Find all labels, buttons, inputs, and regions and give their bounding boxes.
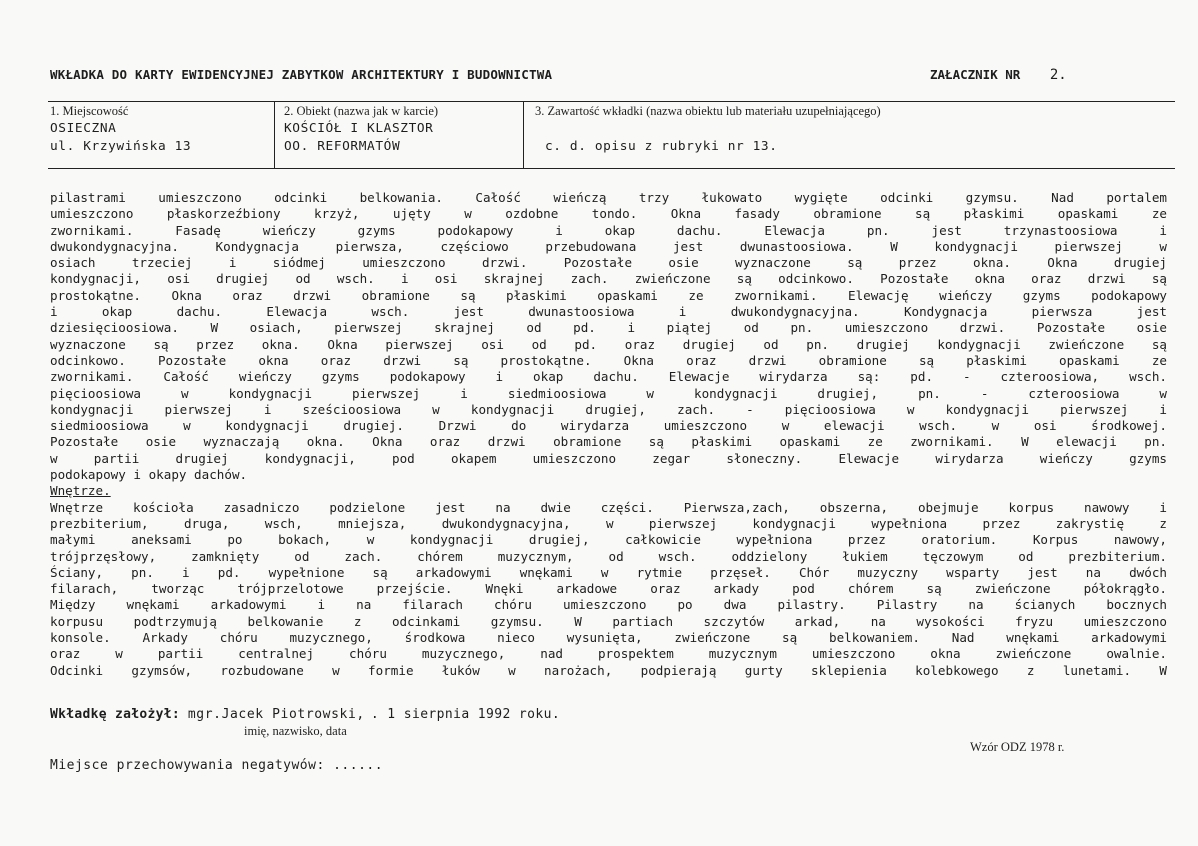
- text-line: w partii drugiej kondygnacji, pod okapem umieszczono zegar słoneczny. Elewacje wirydarza wieńczy gzyms: [50, 450, 1167, 466]
- author-label: Wkładkę założył:: [50, 707, 181, 722]
- author-caption: imię, nazwisko, data: [244, 724, 347, 738]
- field-object-heading: 2. Obiekt (nazwa jak w karcie): [284, 104, 439, 118]
- text-line: oraz w partii centralnej chóru muzycznego, nad prospektem muzycznym umieszczono okna zwieńczone owalnie.: [50, 646, 1167, 662]
- text-line: i okap dachu. Elewacja wsch. jest dwunastoosiowa i dwukondygnacyjna. Kondygnacja pierwsza jest: [50, 304, 1167, 320]
- field-locality-heading: 1. Miejscowość: [50, 104, 129, 118]
- text-line: zwornikami. Całość wieńczy gzyms podokapowy i okap dachu. Elewacje wirydarza są: pd. - czteroosiowa, wsch.: [50, 369, 1167, 385]
- text-line: Ściany, pn. i pd. wypełnione są arkadowymi wnękami w rytmie przęseł. Chór muzyczny wsparty jest na dwóch: [50, 564, 1167, 580]
- field-object-value-1: KOŚCIÓŁ I KLASZTOR: [284, 121, 434, 136]
- table-divider-2: [523, 102, 524, 169]
- text-line: kondygnacji pierwszej i sześcioosiowa w kondygnacji drugiej, zach. - pięcioosiowa w kondygnacji pierwszej i: [50, 401, 1167, 417]
- form-title: WKŁADKA DO KARTY EWIDENCYJNEJ ZABYTKOW ARCHITEKTURY I BUDOWNICTWA: [50, 67, 553, 82]
- text-line: osiach trzeciej i siódmej umieszczono drzwi. Pozostałe osie wyznaczone są przez okna. Okna drugiej: [50, 255, 1167, 271]
- text-line: prostokątne. Okna oraz drzwi obramione są płaskimi opaskami ze zwornikami. Elewację wieńczy gzyms podokapowy: [50, 287, 1167, 303]
- text-line: konsole. Arkady chóru muzycznego, środkowa nieco wysunięta, zwieńczone są belkowaniem. Nad wnękami arkadowymi: [50, 630, 1167, 646]
- text-line: dziesięcioosiowa. W osiach, pierwszej skrajnej od pd. i piątej od pn. umieszczono drzwi. Pozostałe osie: [50, 320, 1167, 336]
- text-line: siedmioosiowa w kondygnacji drugiej. Drzwi do wirydarza umieszczono w elewacji wsch. w osi środkowej.: [50, 418, 1167, 434]
- text-line: prezbiterium, druga, wsch, mniejsza, dwukondygnacyjna, w pierwszej kondygnacji wypełniona przez zakrystię z: [50, 515, 1167, 531]
- text-line: korpusu podtrzymują belkowanie z odcinkami gzymsu. W partiach szczytów arkad, na wysokości fryzu umieszczono: [50, 613, 1167, 629]
- text-line: zwornikami. Fasadę wieńczy gzyms podokapowy i okap dachu. Elewacja pn. jest trzynastoosiowa i: [50, 222, 1167, 238]
- field-locality-value: OSIECZNA: [50, 121, 117, 136]
- text-line: Odcinki gzymsów, rozbudowane w formie łuków w narożach, podpierają gurty sklepienia kolebkowego z lunetami. W: [50, 662, 1167, 678]
- text-line: pięcioosiowa w kondygnacji pierwszej i siedmioosiowa w kondygnacji drugiej, pn. - czteroosiowa w: [50, 385, 1167, 401]
- field-contents-value: c. d. opisu z rubryki nr 13.: [545, 139, 778, 154]
- text-line: małymi aneksami po bokach, w kondygnacji drugiej, całkowicie wypełniona przez oratorium. Korpus nawowy,: [50, 532, 1167, 548]
- text-line: pilastrami umieszczono odcinki belkowania. Całość wieńczą trzy łukowato wygięte odcinki gzymsu. Nad portalem: [50, 190, 1167, 205]
- annex-label-text: ZAŁACZNIK NR: [930, 67, 1021, 82]
- text-line: Wnętrze kościoła zasadniczo podzielone jest na dwie części. Pierwsza,zach, obszerna, obejmuje korpus nawowy i: [50, 499, 1167, 515]
- text-line: odcinkowo. Pozostałe okna oraz drzwi są prostokątne. Okna oraz drzwi obramione są płaskimi opaskami ze: [50, 352, 1167, 368]
- field-object-value-2: OO. REFORMATÓW: [284, 139, 401, 154]
- text-line: trójprzęsłowy, zamknięty od zach. chórem muzycznym, od wsch. oddzielony łukiem tęczowym od prezbiterium.: [50, 548, 1167, 564]
- text-line: umieszczono płaskorzeźbiony krzyż, ujęty w ozdobne tondo. Okna fasady obramione są płaskimi opaskami ze: [50, 206, 1167, 222]
- table-top-rule: [48, 101, 1175, 102]
- author-line: [50, 707, 560, 722]
- field-contents-heading: 3. Zawartość wkładki (nazwa obiektu lub materiału uzupełniającego): [535, 104, 881, 118]
- text-line: podokapowy i okapy dachów.: [50, 467, 248, 483]
- form-pattern-label: Wzór ODZ 1978 r.: [970, 740, 1065, 754]
- field-address-value: ul. Krzywińska 13: [50, 139, 192, 154]
- description-paragraph-1: [50, 190, 1167, 483]
- description-paragraph-2: [50, 500, 1167, 679]
- section-heading-interior: Wnętrze.: [50, 483, 111, 499]
- author-date: . 1 sierpnia 1992 roku.: [370, 707, 561, 722]
- description-body: [50, 190, 1167, 679]
- annex-number: 2.: [1049, 67, 1067, 83]
- table-bottom-rule: [48, 168, 1175, 169]
- annex-label: [930, 67, 1067, 83]
- text-line: dwukondygnacyjna. Kondygnacja pierwsza, częściowo przebudowana jest dwunastoosiowa. W kondygnacji pierwszej w: [50, 238, 1167, 254]
- text-line: filarach, tworząc trójprzelotowe przejście. Wnęki arkadowe oraz arkady pod chórem są zwieńczone półokrągło.: [50, 581, 1167, 597]
- text-line: Między wnękami arkadowymi i na filarach chóru umieszczono po dwa pilastry. Pilastry na ścianych bocznych: [50, 597, 1167, 613]
- text-line: Pozostałe osie wyznaczają okna. Okna oraz drzwi obramione są płaskimi opaskami ze zwornikami. W elewacji pn.: [50, 434, 1167, 450]
- negatives-location: Miejsce przechowywania negatywów: ......: [50, 758, 384, 773]
- table-divider-1: [274, 102, 275, 169]
- text-line: kondygnacji, osi drugiej od wsch. i osi skrajnej zach. zwieńczone są odcinkowo. Pozostałe okna oraz drzwi są: [50, 271, 1167, 287]
- text-line: wyznaczone są przez okna. Okna pierwszej osi od pd. oraz drugiej od pn. drugiej kondygnacji zwieńczone są: [50, 336, 1167, 352]
- author-name: mgr.Jacek Piotrowski,: [187, 707, 365, 722]
